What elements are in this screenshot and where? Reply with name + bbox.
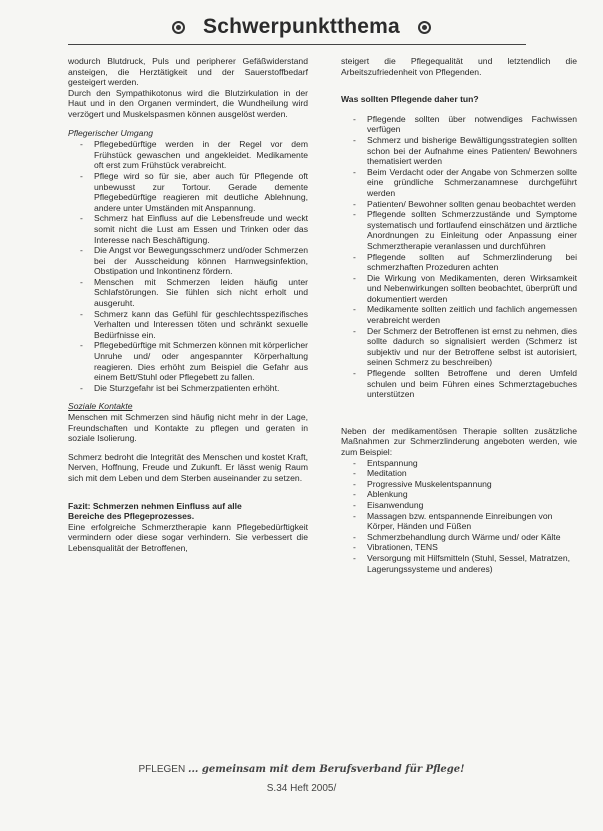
- list-item: - Die Sturzgefahr ist bei Schmerzpatienten erhöht.: [68, 383, 308, 394]
- list-item: - Progressive Muskelentspannung: [341, 479, 577, 490]
- list-item: - Schmerz hat Einfluss auf die Lebensfreude und weckt somit nicht die Lust am Essen und Trinken oder das Interesse nach Beschäftigung.: [68, 213, 308, 245]
- section-title: Schwerpunktthema: [203, 15, 400, 38]
- list-item: - Schmerz und bisherige Bewältigungsstrategien sollten schon bei der Aufnahme eines Patienten/ Bewohners thematisiert werden: [341, 135, 577, 167]
- list-item: - Vibrationen, TENS: [341, 542, 577, 553]
- sozial-paragraph: Menschen mit Schmerzen sind häufig nicht mehr in der Lage, Freundschaften und Kontakte zu pflegen und geraten in soziale Isolierung.: [68, 412, 308, 444]
- list-item: - Patienten/ Bewohner sollten genau beobachtet werden: [341, 199, 577, 210]
- list-item: - Pflegende sollten Betroffene und deren Umfeld schulen und beim Führen eines Schmerztagebuches unterstützen: [341, 368, 577, 400]
- bullet-icon: [172, 21, 185, 34]
- list-item: - Pflege wird so für sie, aber auch für Pflegende oft unbewusst zur Tortour. Gerade demente Pflegebedürftige reagieren mit deutliche Ablehnung, andere unter Umständen mit Anspannung.: [68, 171, 308, 213]
- page-number: S.34 Heft 2005/: [266, 783, 337, 794]
- fazit-heading: Bereiche des Pflegeprozesses.: [68, 511, 195, 522]
- question-heading: Was sollten Pflegende daher tun?: [341, 94, 479, 105]
- footer-org: PFLEGEN: [138, 764, 186, 775]
- list-item: - Ablenkung: [341, 489, 577, 500]
- intro-paragraph: wodurch Blutdruck, Puls und peripherer Gefäßwiderstand ansteigen, die Herztätigkeit und der Sauerstoffbedarf gesteigert werden.: [68, 56, 308, 88]
- subheading-pflege: Pflegerischer Umgang: [68, 127, 154, 138]
- subheading-sozial: Soziale Kontakte: [68, 401, 133, 412]
- list-item: - Die Angst vor Bewegungsschmerz und/oder Schmerzen bei der Ausscheidung können Harnwegsinfektion, Obstipation und Inkontinenz fördern.: [68, 245, 308, 277]
- list-item: - Versorgung mit Hilfsmitteln (Stuhl, Sessel, Matratzen, Lagerungssysteme und anderes): [341, 553, 577, 574]
- fazit-paragraph: Eine erfolgreiche Schmerztherapie kann Pflegebedürftigkeit vermindern oder diese sogar verhindern. Sie verbessert die Lebensqualität der Betroffenen,: [68, 521, 308, 553]
- footer-slogan: [0, 764, 603, 775]
- intro-paragraph: Durch den Sympathikotonus wird die Blutzirkulation in der Haut und in den Organen vermindert, die Wundheilung wird verzögert und Muskelspasmen können ausgelöst werden.: [68, 87, 308, 119]
- list-item: - Schmerz kann das Gefühl für geschlechtsspezifisches Verhalten und Interessen töten und schränkt sexuelle Bedürfnisse ein.: [68, 309, 308, 341]
- right-column: [341, 56, 577, 574]
- list-item: - Pflegende sollten über notwendiges Fachwissen verfügen: [341, 114, 577, 135]
- neben-paragraph: Neben der medikamentösen Therapie sollten zusätzliche Maßnahmen zur Schmerzlinderung angeboten werden, wie zum Beispiel:: [341, 425, 577, 457]
- list-item: - Eisanwendung: [341, 500, 577, 511]
- header-rule: [68, 44, 526, 45]
- list-item: - Massagen bzw. entspannende Einreibungen von Körper, Händen und Füßen: [341, 511, 577, 532]
- list-item: - Meditation: [341, 468, 577, 479]
- integritaet-paragraph: Schmerz bedroht die Integrität des Menschen und kostet Kraft, Nerven, Hoffnung, Freude und Zukunft. Er lässt wenig Raum sich mit dem Leben und dem Sterben auseinander zu setzen.: [68, 451, 308, 483]
- list-item: - Pflegende sollten Schmerzzustände und Symptome systematisch und fortlaufend einschätzen und ärztliche Anordnungen zu Einleitung oder Anpassung einer Schmerztherapie veranlassen und durchführen: [341, 209, 577, 251]
- page-header: [0, 10, 603, 44]
- left-column: [68, 56, 308, 562]
- list-item: - Schmerzbehandlung durch Wärme und/ oder Kälte: [341, 532, 577, 543]
- list-item: - Pflegende sollten auf Schmerzlinderung bei schmerzhaften Prozeduren achten: [341, 252, 577, 273]
- massnahmen-list: [341, 458, 577, 575]
- list-item: - Der Schmerz der Betroffenen ist ernst zu nehmen, dies sollte dadurch so signalisiert werden (Schmerz ist subjektiv und nur der Betroffene selbst ist autorisiert, seinen Schmerz zu beschreiben): [341, 326, 577, 368]
- list-item: - Entspannung: [341, 458, 577, 469]
- fazit-heading: Fazit: Schmerzen nehmen Einfluss auf alle: [68, 500, 242, 511]
- pflege-list: [68, 139, 308, 393]
- list-item: - Medikamente sollten zeitlich und fachlich angemessen verabreicht werden: [341, 304, 577, 325]
- bullet-icon: [418, 21, 431, 34]
- list-item: - Menschen mit Schmerzen leiden häufig unter Schlafstörungen. Sie fühlen sich nicht erholt und ausgeruht.: [68, 277, 308, 309]
- continuation-paragraph: steigert die Pflegequalität und letztendlich die Arbeitszufriedenheit von Pflegenden.: [341, 56, 577, 77]
- list-item: - Pflegebedürftige werden in der Regel vor dem Frühstück gewaschen und angekleidet. Medikamente oft erst zum Frühstück verabreicht.: [68, 139, 308, 171]
- todo-list: [341, 114, 577, 400]
- footer-tagline: ... gemeinsam mit dem Berufsverband für Pflege!: [187, 764, 465, 775]
- list-item: - Die Wirkung von Medikamenten, deren Wirksamkeit und Nebenwirkungen sollten beobachtet, überprüft und dokumentiert werden: [341, 273, 577, 305]
- list-item: - Beim Verdacht oder der Angabe von Schmerzen sollte eine gründliche Schmerzanamnese durchgeführt werden: [341, 167, 577, 199]
- list-item: - Pflegebedürftige mit Schmerzen können mit körperlicher Unruhe und/ oder angespannter Körperhaltung reagieren. Dies erhöht zum Beispiel die Gefahr aus einem Bett/Stuhl oder Pflegebett zu fallen.: [68, 340, 308, 382]
